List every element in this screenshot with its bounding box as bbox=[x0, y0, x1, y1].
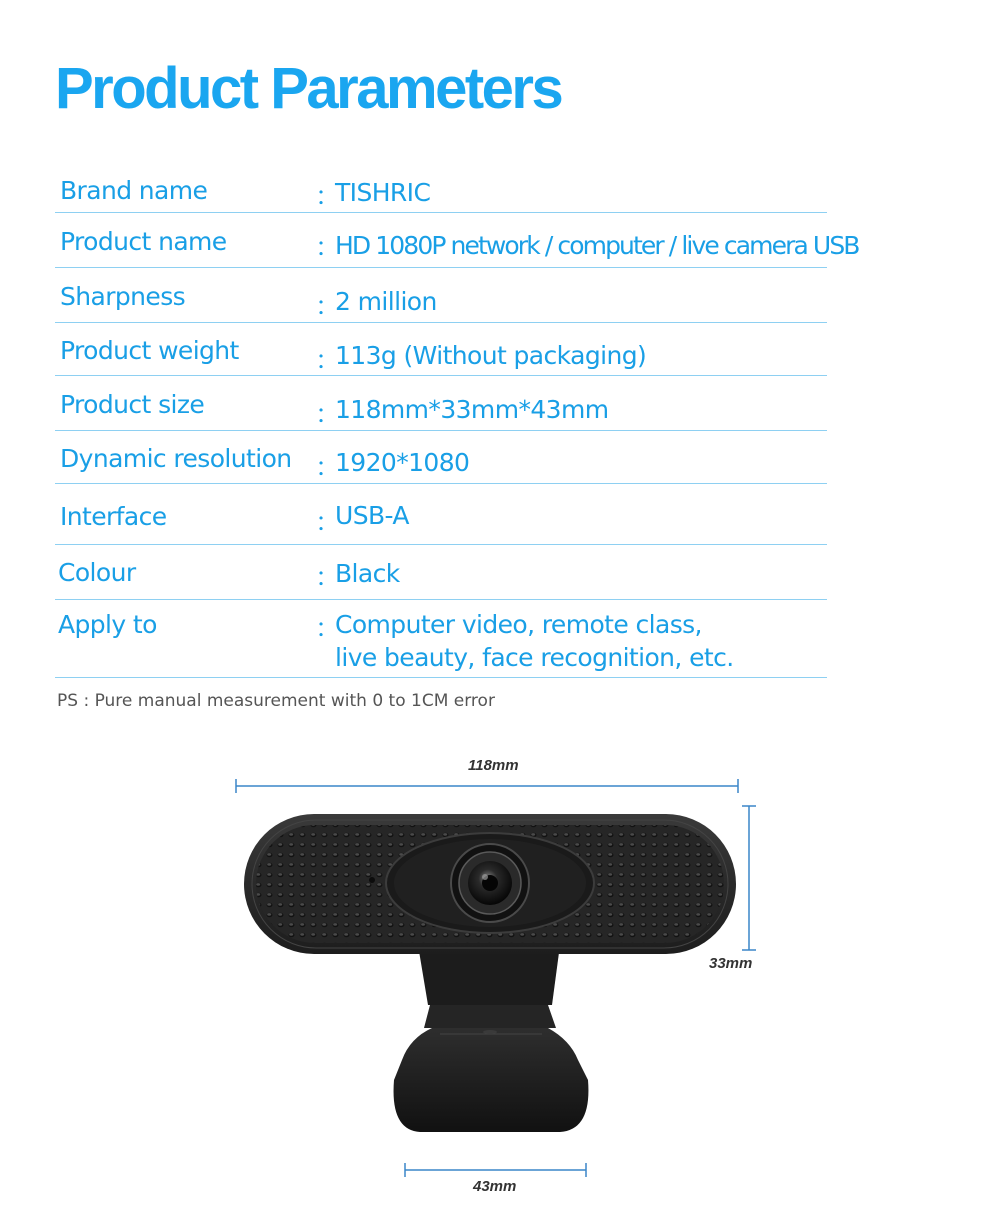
param-label: Brand name bbox=[60, 176, 208, 205]
param-row-size bbox=[55, 376, 827, 431]
param-row-resolution bbox=[55, 431, 827, 484]
param-row-interface bbox=[55, 484, 827, 545]
param-label: Interface bbox=[60, 502, 167, 531]
param-colon: ： bbox=[315, 346, 342, 376]
param-label: Dynamic resolution bbox=[60, 444, 292, 473]
param-row-weight bbox=[55, 323, 827, 376]
param-value: 113g (Without packaging) bbox=[335, 341, 647, 370]
param-colon: ： bbox=[315, 292, 342, 322]
height-dimension-label: 33mm bbox=[709, 955, 753, 972]
param-row-product-name bbox=[55, 213, 859, 268]
width-dimension-label: 118mm bbox=[468, 757, 519, 774]
camera-lens-icon bbox=[451, 844, 529, 922]
param-colon: ： bbox=[315, 563, 342, 593]
param-colon: ： bbox=[315, 400, 342, 430]
param-value: USB-A bbox=[335, 501, 409, 530]
param-value: 1920*1080 bbox=[335, 448, 470, 477]
measurement-note: PS : Pure manual measurement with 0 to 1CM error bbox=[57, 691, 495, 711]
webcam-dimension-figure bbox=[0, 740, 1000, 1206]
height-dimension-line bbox=[742, 806, 756, 950]
param-label: Colour bbox=[58, 558, 136, 587]
param-row-brand bbox=[55, 160, 827, 213]
param-label: Product weight bbox=[60, 336, 239, 365]
param-colon: ： bbox=[315, 614, 342, 644]
param-label: Product name bbox=[60, 227, 227, 256]
param-label: Product size bbox=[60, 390, 205, 419]
page-title: Product Parameters bbox=[55, 56, 562, 121]
param-value: 2 million bbox=[335, 287, 437, 316]
param-row-sharpness bbox=[55, 268, 827, 323]
width-dimension-line bbox=[236, 779, 738, 793]
param-colon: ： bbox=[315, 233, 342, 263]
param-colon: ： bbox=[315, 182, 342, 212]
param-value: HD 1080P network / computer / live camera USB bbox=[335, 231, 859, 260]
param-label: Sharpness bbox=[60, 282, 186, 311]
webcam-stand bbox=[394, 945, 589, 1132]
depth-dimension-label: 43mm bbox=[473, 1178, 517, 1195]
parameter-table bbox=[55, 160, 859, 678]
param-value: TISHRIC bbox=[335, 178, 431, 207]
param-value-line-1: Computer video, remote class, bbox=[335, 610, 702, 639]
param-value: 118mm*33mm*43mm bbox=[335, 395, 609, 424]
param-row-apply-to bbox=[55, 600, 827, 678]
param-row-colour bbox=[55, 545, 827, 600]
param-colon: ： bbox=[315, 508, 342, 538]
param-value: Black bbox=[335, 559, 400, 588]
param-value-line-2: live beauty, face recognition, etc. bbox=[335, 643, 734, 672]
param-colon: ： bbox=[315, 453, 342, 483]
param-label: Apply to bbox=[58, 610, 157, 639]
depth-dimension-line bbox=[405, 1163, 586, 1177]
